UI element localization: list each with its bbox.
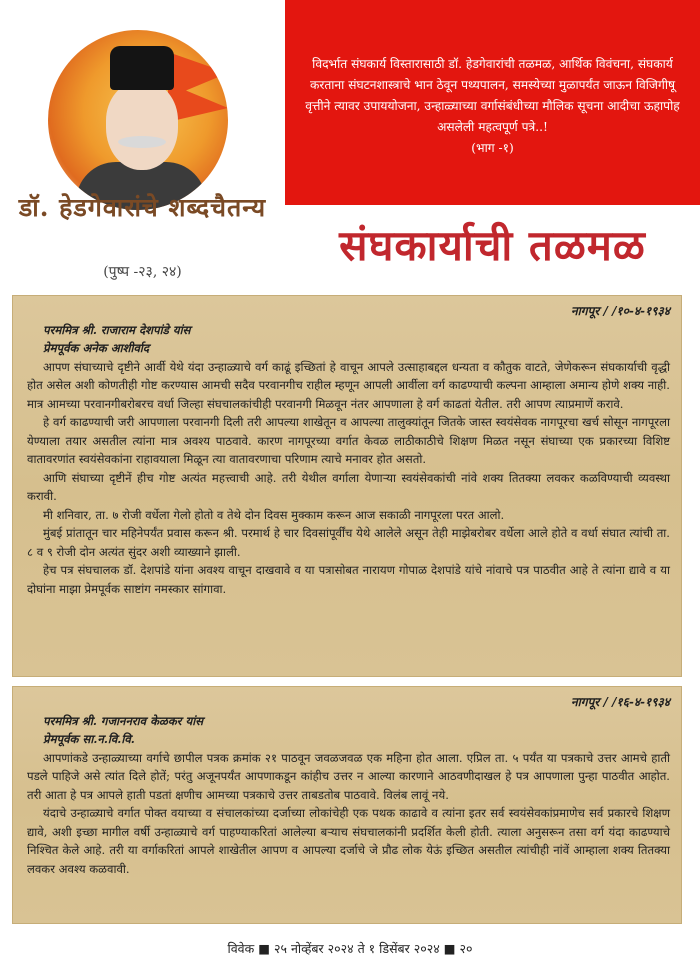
letter-card <box>12 686 682 924</box>
page-footer: विवेक ■ २५ नोव्हेंबर २०२४ ते १ डिसेंबर २०२४ ■ २० <box>227 941 473 956</box>
logo-title: डॉ. हेडगेवारांचे शब्दचैतन्य <box>18 193 267 222</box>
letter-paragraph: हेच पत्र संघचालक डॉ. देशपांडे यांना अवश्य वाचून दाखवावे व या पत्रासोबत नारायण गोपाळ देशपांडे यांचे नांवाचे पत्र पाठवीत आहे ते त्यांना द्यावे व या दोघांना माझा प्रेमपूर्वक साष्टांग नमस्कार सांगावा. <box>27 563 670 596</box>
letter-paragraph: आपण संघाच्याचे दृष्टीने आर्वी येथे यंदा उन्हाळ्याचे वर्ग काढूं इच्छितां हे वाचून आपले उत्साहाबद्दल धन्यता व कौतुक वाटते, जेणेकरून संघकार्याची वृद्धी होत असेल अशी कोणतीही गोष्ट करण्यास आमची सदैव परवानगीच राहील म्हणून आपली आर्वीला वर्ग काढण्याची कल्पना आम्हाला अमान्य होणे शक्य नाही. मात्र आमच्या परवानगीबरोबरच वर्धा जिल्हा संघचालकांचीही परवानगी मिळवून नंतर आपणाला हे वर्ग काढतां येतील. तरी आपण त्याप्रमाणें करावे. <box>27 359 670 411</box>
letter-paragraph: मी शनिवार, ता. ७ रोजी वर्धेला गेलो होतो व तेथे दोन दिवस मुक्काम करून आज सकाळी नागपूरला परत आलो. <box>43 507 505 522</box>
letter-greeting: प्रेमपूर्वक अनेक आशीर्वाद <box>43 341 150 355</box>
letter-salutation: परममित्र श्री. गजाननराव केळकर यांस <box>43 713 204 728</box>
letter-salutation: परममित्र श्री. राजाराम देशपांडे यांस <box>43 322 191 337</box>
letter-date: नागपूर / /१०-४-१९३४ <box>570 304 670 318</box>
letter-paragraph: हे वर्ग काढण्याची जरी आपणाला परवानगी दिली तरी आपल्या शाखेतून व आपल्या तालुक्यांतून जितके जास्त स्वयंसेवक नागपूरचा खर्च सोसून नागपूरला येण्याला तयार असतील त्यांना मात्र अवश्य पाठवावे. कारण नागपूरच्या वर्गात केवळ लाठीकाठीचे शिक्षण मिळत नसून संघाच्या एक प्रकारच्या विशिष्ट वातावरणांत स्वयंसेवकांना राहावयाला मिळून त्या वातावरणाचा परिणाम त्याचे मनावर होत असतो. <box>27 415 670 466</box>
portrait-moustache <box>118 136 166 148</box>
intro-text: विदर्भात संघकार्य विस्तारासाठी डॉ. हेडगेवारांची तळमळ, आर्थिक विवंचना, संघकार्य करताना संघटनशास्त्राचे भान ठेवून पथ्यपालन, समस्येच्या मुळापर्यंत जाऊन विजिगीषू वृत्तीने त्यावर उपाययोजना, उन्हाळ्याच्या वर्गासंबंधीच्या मौलिक सूचना आदीचा ऊहापोह असलेली महत्वपूर्ण पत्रे..! <box>305 57 680 134</box>
letter-paragraph: मुंबई प्रांतातून चार महिनेपर्यंत प्रवास करून श्री. परमार्थ हे चार दिवसांपूर्वींच येथे आलेले असून तेही माझेबरोबर वर्धेला आले होते व वर्धा संघात त्यांची ता. ८ व ९ रोजी दोन अत्यंत सुंदर अशी व्याख्याने झाली. <box>27 526 670 559</box>
letter-paragraph: आपणांकडे उन्हाळ्याच्या वर्गाचे छापील पत्रक क्रमांक २१ पाठवून जवळजवळ एक महिना होत आला. एप्रिल ता. ५ पर्यंत या पत्रकाचे उत्तर आमचे हाती पडले पाहिजे असे त्यांत दिले होतें; परंतु अजूनपर्यंत आपणाकडून कांहीच उत्तर न आल्या कारणाने आठवणीदाखल हे पत्र आपणाला पुन्हा पाठवीत आहोत. तरी आता हे पत्र आपले हाती पडतां क्षणीच आमच्या पत्रकाचे उत्तर ताबडतोब पाठवावे. विलंब लावूं नये. <box>27 750 670 802</box>
letter-paragraph: आणि संघाच्या दृष्टीनें हीच गोष्ट अत्यंत महत्त्वाची आहे. तरी येथील वर्गाला येणाऱ्या स्वयंसेवकांची नांवे शक्य तितक्या लवकर कळविण्याची व्यवस्था करावी. <box>27 470 670 503</box>
logo-block <box>0 0 285 290</box>
portrait-face <box>106 82 178 170</box>
intro-box <box>285 0 700 205</box>
letter-card <box>12 295 682 677</box>
letter-paragraph: यंदाचे उन्हाळ्याचे वर्गात पोक्त वयाच्या व संचालकांच्या दर्जाच्या लोकांचेही एक पथक काढावे व त्यांना इतर सर्व स्वयंसेवकांप्रमाणेच सर्व प्रकारचे शिक्षण द्यावे, अशी इच्छा मागील वर्षी उन्हाळ्याचे वर्ग पाहण्याकरितां आलेल्या बऱ्याच संघचालकांनी प्रदर्शित केली होती. त्याला अनुसरून तसा वर्ग यंदा काढण्याचे निश्चित केले आहे. तरी या वर्गाकरितां आपले शाखेतील आपण व आपल्या दर्जाचे जे प्रौढ लोक येऊं इच्छित असतील त्यांचीही नांवें आम्हाला शक्य तितक्या लवकर अवश्य कळवावी. <box>27 806 670 876</box>
letter-date: नागपूर / /१६-४-१९३४ <box>570 695 670 709</box>
portrait-cap <box>110 46 174 90</box>
portrait-illustration <box>48 30 228 210</box>
intro-part-label: (भाग -१) <box>471 141 514 155</box>
logo-subtitle: (पुष्प -२३, २४) <box>103 264 182 280</box>
page-title: संघकार्याची तळमळ <box>339 221 646 270</box>
letter-greeting: प्रेमपूर्वक सा.न.वि.वि. <box>43 732 135 746</box>
